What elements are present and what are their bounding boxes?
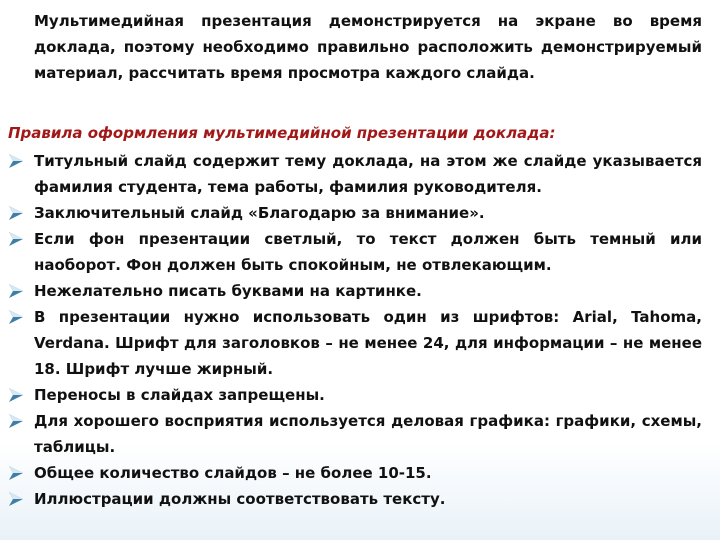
rule-item [0, 200, 720, 226]
rule-item [0, 148, 720, 200]
arrow-bullet-icon [8, 414, 24, 428]
arrow-bullet-icon [8, 466, 24, 480]
arrow-bullet-icon [8, 154, 24, 168]
rule-text: В презентации нужно использовать один из шрифтов: Arial, Tahoma, Verdana. Шрифт для заголовков – не менее 24, для информации – не менее 18. Шрифт лучше жирный. [34, 308, 702, 378]
rule-item [0, 226, 720, 278]
rules-heading: Правила оформления мультимедийной презентации доклада: [8, 124, 556, 142]
arrow-bullet-icon [8, 492, 24, 506]
arrow-bullet-icon [8, 284, 24, 298]
intro-paragraph: Мультимедийная презентация демонстрируется на экране во время доклада, поэтому необходимо правильно расположить демонстрируемый материал, рассчитать время просмотра каждого слайда. [34, 12, 702, 82]
rule-item [0, 486, 720, 512]
arrow-bullet-icon [8, 388, 24, 402]
rules-list [0, 148, 720, 512]
rule-item [0, 304, 720, 382]
rule-text: Переносы в слайдах запрещены. [34, 386, 325, 404]
rule-text: Нежелательно писать буквами на картинке. [34, 282, 422, 300]
arrow-bullet-icon [8, 206, 24, 220]
rule-item [0, 408, 720, 460]
rule-item [0, 382, 720, 408]
arrow-bullet-icon [8, 232, 24, 246]
rule-text: Общее количество слайдов – не более 10-15. [34, 464, 432, 482]
rule-text: Заключительный слайд «Благодарю за внимание». [34, 204, 485, 222]
arrow-bullet-icon [8, 310, 24, 324]
rule-text: Для хорошего восприятия используется деловая графика: графики, схемы, таблицы. [34, 412, 702, 456]
rule-item [0, 460, 720, 486]
rule-text: Титульный слайд содержит тему доклада, на этом же слайде указывается фамилия студента, тема работы, фамилия руководителя. [34, 152, 702, 196]
rule-text: Если фон презентации светлый, то текст должен быть темный или наоборот. Фон должен быть спокойным, не отвлекающим. [34, 230, 702, 274]
rule-text: Иллюстрации должны соответствовать тексту. [34, 490, 446, 508]
rule-item [0, 278, 720, 304]
